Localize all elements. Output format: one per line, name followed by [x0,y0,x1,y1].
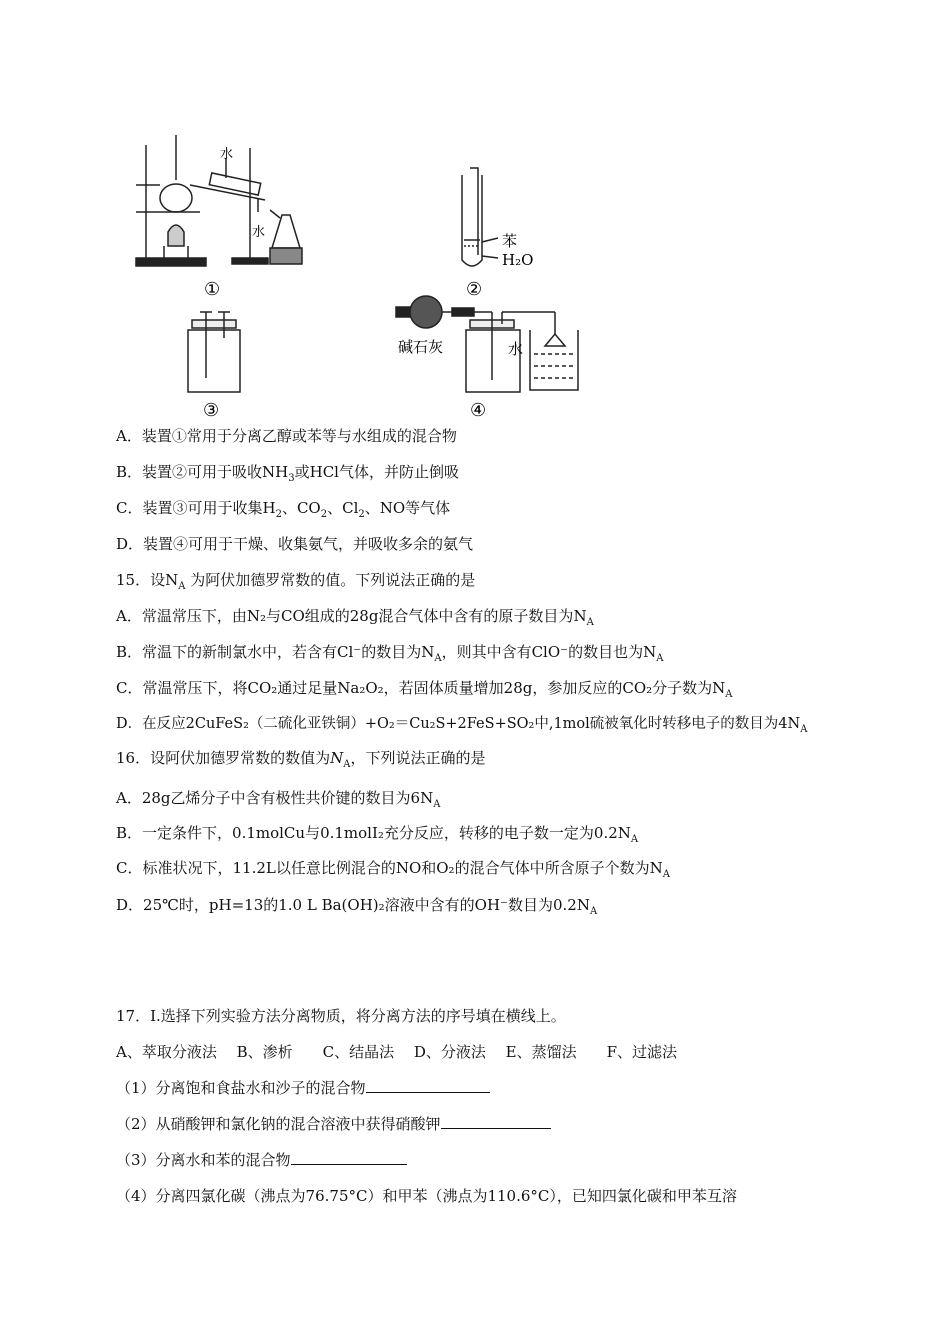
q15-option-b: B．常温下的新制氯水中，若含有Cl⁻的数目为$N_A$，则其中含有ClO⁻的数目也为$N_A$ [116,643,664,664]
q16-option-b: B．一定条件下，0.1molCu与0.1molI₂充分反应，转移的电子数一定为$0.2N_A$ [116,824,639,845]
q14-option-c: C．装置③可用于收集$H_2$、$CO_2$、$Cl_2$、NO等气体 [116,499,451,520]
q15-option-c: C．常温常压下，将CO₂通过足量Na₂O₂，若固体质量增加28g，参加反应的CO₂分子数为$N_A$ [116,679,733,700]
q17-sub3: （3）分离水和苯的混合物 [116,1150,407,1170]
emphasis-correct: 正确 [425,749,456,767]
gas-bottle-apparatus [188,312,240,392]
q15-option-a: A．常温常压下，由N₂与CO组成的28g混合气体中含有的原子数目为$N_A$ [116,607,594,628]
q17-sub1: （1）分离饱和食盐水和沙子的混合物 [116,1078,490,1098]
q16-stem: 16．设阿伏加德罗常数的数值为$N_A$，下列说法正确的是 [116,749,486,770]
distillation-apparatus [136,135,302,266]
label-water-right: 水 [508,340,524,358]
q16-option-d: D．25℃时，pH=13的1.0 L Ba(OH)₂溶液中含有的OH⁻数目为$0.2N_A$ [116,896,598,917]
q15-stem: 15．设$N_A$ 为阿伏加德罗常数的值。下列说法正确的是 [116,571,476,592]
q16-option-c: C．标准状况下，11.2L以任意比例混合的NO和O₂的混合气体中所含原子个数为$N_A$ [116,859,670,880]
apparatus-figure [0,0,950,420]
q17-sub2: （2）从硝酸钾和氯化钠的混合溶液中获得硝酸钾 [116,1114,551,1134]
label-water-mid: 水 [252,225,266,240]
answer-blank-3[interactable] [291,1150,407,1165]
label-h2o: H₂O [502,251,534,269]
q17-sub4: （4）分离四氯化碳（沸点为76.75°C）和甲苯（沸点为110.6°C），已知四氯化碳和甲苯互溶 [116,1187,737,1205]
label-soda-lime: 碱石灰 [398,338,444,356]
q17-options: A、萃取分液法 B、渗析 C、结晶法 D、分液法 E、蒸馏法 F、过滤法 [116,1043,678,1061]
q16-option-a: A．28g乙烯分子中含有极性共价键的数目为$6N_A$ [116,789,441,810]
test-tube-apparatus [462,168,498,266]
q14-option-a: A．装置①常用于分离乙醇或苯等与水组成的混合物 [116,427,457,445]
q17-stem: 17．Ⅰ.选择下列实验方法分离物质，将分离方法的序号填在横线上。 [116,1007,566,1025]
label-water-top: 水 [220,147,234,162]
label-num-4: ④ [470,400,487,420]
answer-blank-2[interactable] [441,1114,551,1129]
q14-option-b: B．装置②可用于吸收$NH_3$或HCl气体，并防止倒吸 [116,463,459,484]
label-num-2: ② [466,279,483,300]
label-num-3: ③ [203,400,220,420]
q14-option-d: D．装置④可用于干燥、收集氨气，并吸收多余的氨气 [116,535,474,553]
label-num-1: ① [204,279,221,300]
label-benzene: 苯 [502,232,518,250]
q15-option-d: D．在反应2CuFeS₂（二硫化亚铁铜）+O₂＝Cu₂S+2FeS+SO₂中,1mol硫被氧化时转移电子的数目为$4N_A$ [116,716,808,735]
answer-blank-1[interactable] [366,1078,490,1093]
